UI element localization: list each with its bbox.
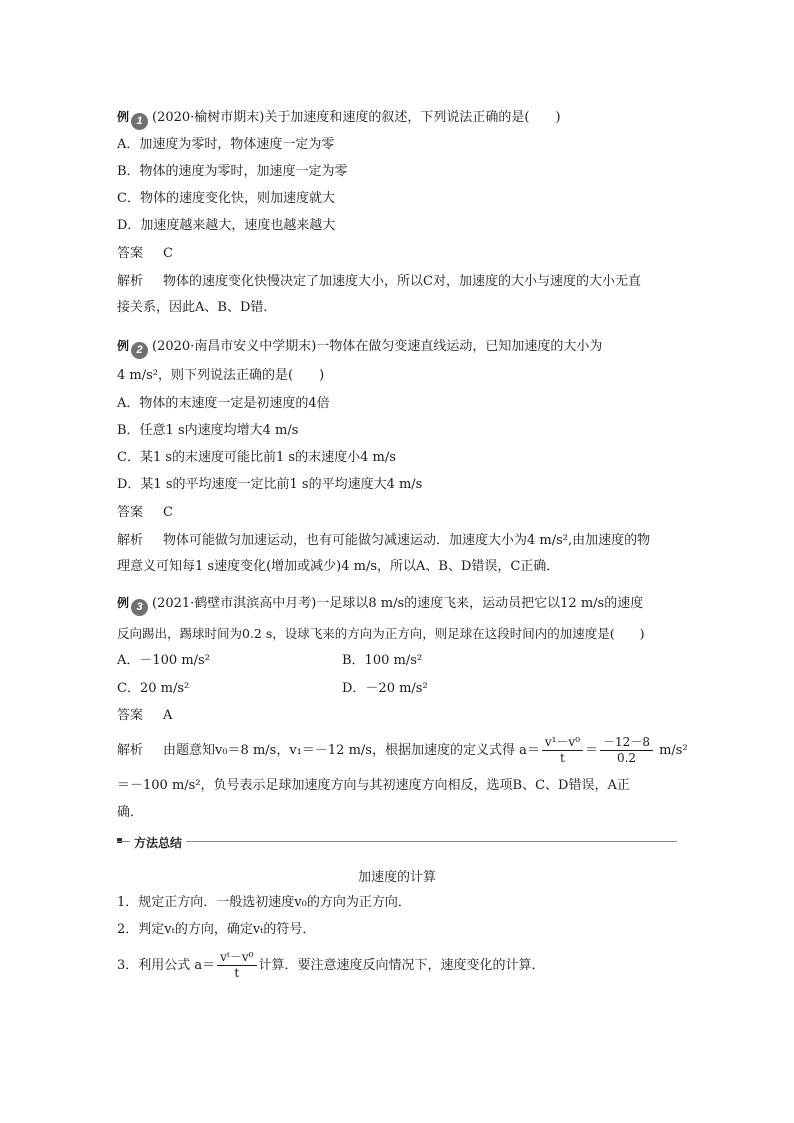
answer-line [117,707,172,725]
answer-value: C [163,505,173,520]
question-stem-line-2: 反向踢出，踢球时间为0.2 s，设球飞来的方向为正方向，则足球在这段时间内的加速度是( ) [117,626,645,641]
option-a: A．加速度为零时，物体速度一定为零 [117,137,335,152]
answer-line [117,245,173,263]
fraction-numerator: －12－8 [600,735,653,751]
question-stem: (2020·南昌市安义中学期末)一物体在做匀变速直线运动，已知加速度的大小为 [152,339,603,354]
analysis-line-1 [117,735,688,766]
option-d: D．加速度越来越大，速度也越来越大 [117,218,336,233]
example-label: 例 [117,596,130,610]
unit-text: m/s² [659,743,688,758]
equals-sign: ＝ [585,743,599,758]
answer-value: A [163,708,173,723]
option-d: D．某1 s的平均速度一定比前1 s的平均速度大4 m/s [117,477,423,492]
fraction-values [600,735,653,766]
answer-label: 答案 [117,708,144,723]
options-row-1 [117,652,677,670]
analysis-label: 解析 [117,533,144,548]
analysis-line-2: ＝－100 m/s²，负号表示足球加速度方向与其初速度方向相反，选项B、C、D错误，A正 [117,778,630,793]
option-a: A．物体的末速度一定是初速度的4倍 [117,396,330,411]
step-text: 3．利用公式 a＝ [117,958,216,973]
answer-label: 答案 [117,505,144,520]
fraction-numerator: vᵗ－v⁰ [217,950,256,966]
fraction-denominator: t [560,751,565,765]
option-b: B．100 m/s² [342,653,423,668]
option-c: C．物体的速度变化快，则加速度就大 [117,191,335,206]
question-stem: (2020·榆树市期末)关于加速度和速度的叙述，下列说法正确的是( ) [152,110,561,125]
analysis-line-1 [117,273,641,291]
example-1-stem [117,108,561,130]
answer-line [117,504,173,522]
question-stem: (2021·鹤壁市淇滨高中月考)一足球以8 m/s的速度飞来，运动员把它以12 m/s的速度 [152,596,644,611]
analysis-line-1 [117,532,650,550]
example-number-badge: 2 [131,342,148,359]
fraction-denominator: t [234,966,240,980]
example-label: 例 [117,110,130,124]
example-label: 例 [117,339,130,353]
option-c: C．某1 s的末速度可能比前1 s的末速度小4 m/s [117,450,396,465]
analysis-label: 解析 [117,274,144,289]
example-3-stem [117,594,643,616]
analysis-text: 由题意知v₀＝8 m/s，v₁＝－12 m/s，根据加速度的定义式得 a＝ [163,743,540,758]
analysis-line-3: 确． [117,805,144,820]
analysis-line-2: 接关系，因此A、B、D错． [117,300,277,315]
method-summary-header: 方法总结 [130,834,186,851]
example-2-stem [117,337,602,359]
method-step-3 [117,950,545,981]
options-row-2 [117,680,677,698]
section-divider [117,841,677,842]
option-b: B．物体的速度为零时，加速度一定为零 [117,164,348,179]
fraction-definition [542,735,583,766]
step-text: 计算．要注意速度反向情况下，速度变化的计算． [258,958,545,973]
example-number-badge: 3 [131,599,148,616]
option-b: B．任意1 s内速度均增大4 m/s [117,423,299,438]
fraction-numerator: v¹－v⁰ [542,735,583,751]
analysis-line-2: 理意义可知每1 s速度变化(增加或减少)4 m/s，所以A、B、D错误，C正确． [117,559,560,574]
fraction-denominator: 0.2 [616,751,637,765]
option-a: A．－100 m/s² [117,653,210,668]
question-stem-line-2: 4 m/s²，则下列说法正确的是( ) [117,368,325,383]
fraction-formula [217,950,256,981]
answer-label: 答案 [117,246,144,261]
analysis-text: 物体可能做匀加速运动，也有可能做匀减速运动．加速度大小为4 m/s²,由加速度的物 [163,533,651,548]
method-title: 加速度的计算 [357,870,436,885]
method-step-1: 1．规定正方向．一般选初速度v₀的方向为正方向． [117,895,411,910]
example-number-badge: 1 [131,113,148,130]
method-step-2: 2．判定vₜ的方向，确定vₜ的符号． [117,922,316,937]
option-d: D．－20 m/s² [342,681,428,696]
answer-value: C [163,246,173,261]
analysis-text: 物体的速度变化快慢决定了加速度大小，所以C对，加速度的大小与速度的大小无直 [163,274,641,289]
option-c: C．20 m/s² [117,681,190,696]
analysis-label: 解析 [117,743,144,758]
